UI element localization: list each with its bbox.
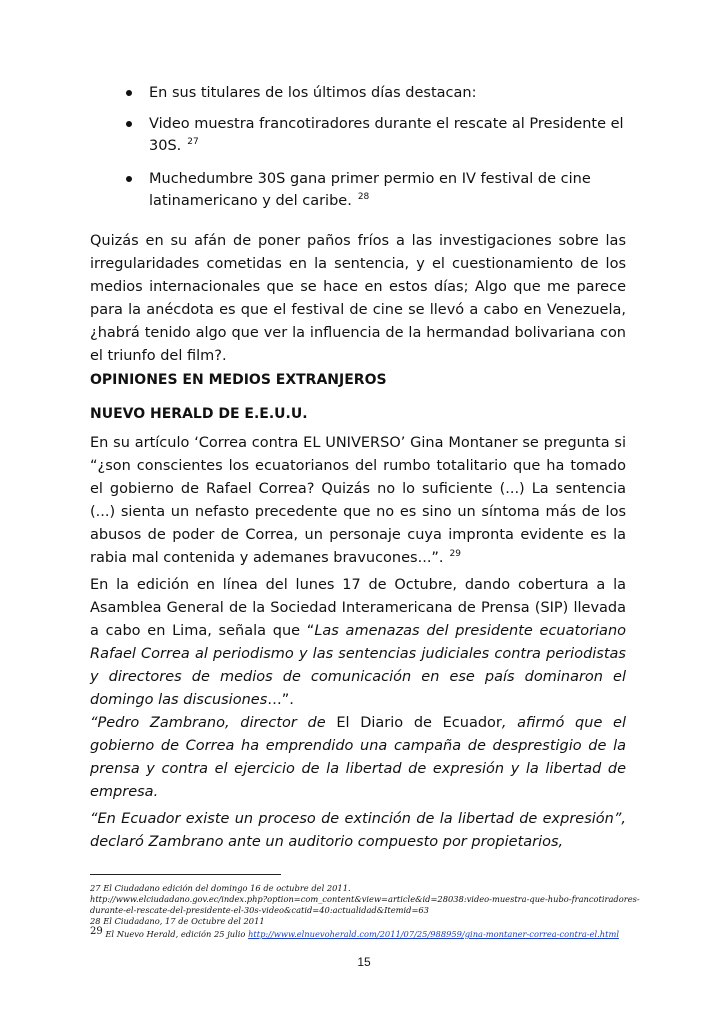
list-item (0, 113, 728, 160)
paragraph-zambrano (90, 712, 626, 804)
paragraph-film-festival: Quizás en su afán de poner paños fríos a las investigaciones sobre las irregularidades cometidas en la sentencia, y el cuestionamiento de los medios internacionales que se hace en estos días; Algo que me parece para la anécdota es que el festival de cine se llevó a cabo en Venezuela, ¿habrá tenido algo que ver la influencia de la hermandad bolivariana con el triunfo del film?. (90, 233, 626, 364)
quote-text: “Pedro Zambrano, director de (90, 715, 337, 731)
footnote-ref[interactable]: 27 (187, 137, 199, 147)
paragraph-extincion: “En Ecuador existe un proceso de extinción de la libertad de expresión”, declaró Zambrano ante un auditorio compuesto por propietarios, (90, 811, 626, 850)
footnote-divider (90, 874, 281, 875)
section-heading: OPINIONES EN MEDIOS EXTRANJEROS (90, 372, 387, 388)
list-item (0, 168, 728, 215)
footnote-text: El Nuevo Herald, edición 25 julio (102, 929, 249, 939)
footnote-27: 27 El Ciudadano edición del domingo 16 de octubre del 2011. (90, 883, 351, 893)
footnote-number: 29 (90, 926, 103, 937)
bullet-text: En sus titulares de los últimos días destacan: (149, 85, 477, 101)
headline-list (0, 82, 728, 223)
footnote-link[interactable]: http://www.elnuevoherald.com/2011/07/25/988959/gina-montaner-correa-contra-el.html (248, 929, 619, 939)
footnote-28: 28 El Ciudadano, 17 de Octubre del 2011 (90, 916, 265, 926)
footnote-ref[interactable]: 29 (449, 549, 461, 559)
paragraph-text: …”. (267, 692, 294, 708)
footnote-29 (90, 926, 690, 940)
bullet-text: Video muestra francotiradores durante el rescate al Presidente el 30S. (149, 115, 624, 154)
bullet-text: Muchedumbre 30S gana primer permio en IV festival de cine latinamericano y del caribe. (149, 170, 591, 209)
quote-text: Las amenazas del presidente ecuatoriano Rafael Correa al periodismo y las sentencias judiciales contra periodistas y directores de medios de comunicación en ese país dominaron el domingo las discusiones (90, 623, 626, 708)
footnote-ref[interactable]: 28 (357, 192, 370, 202)
paragraph-sip (90, 574, 626, 712)
paragraph-text: En la edición en línea del lunes 17 de Octubre, dando cobertura a la Asamblea General de la Sociedad Interamericana de Prensa (SIP) llevada a cabo en Lima, señala que “ (90, 577, 626, 639)
newspaper-name: El Diario de Ecuador (336, 715, 502, 731)
quote-text: , afirmó que el gobierno de Correa ha emprendido una campaña de desprestigio de la prensa y contra el ejercicio de la libertad de expresión y la libertad de empresa. (90, 715, 626, 800)
paragraph-text: En su artículo ‘Correa contra EL UNIVERSO’ Gina Montaner se pregunta si “¿son conscientes los ecuatorianos del rumbo totalitario que ha tomado el gobierno de Rafael Correa? Quizás no lo suficiente (...) La sentencia (...) sienta un nefasto precedente que no es sino un síntoma más de los abusos de poder de Correa, un personaje cuya impronta evidente es la rabia mal contenida y ademanes bravucones...”. (90, 435, 626, 566)
footnote-27-url: http://www.elciudadano.gov.ec/index.php?option=com_content&view=article&id=28038:video-muestra-que-hubo-francotiradores-durante-el-rescate-del-presidente-el-30s-video&catid=40:actualidad&Itemid=63 (90, 894, 640, 915)
paragraph-montaner (90, 432, 626, 572)
list-item (0, 82, 728, 105)
page-number: 15 (357, 955, 371, 969)
subsection-heading: NUEVO HERALD DE E.E.U.U. (90, 406, 308, 422)
